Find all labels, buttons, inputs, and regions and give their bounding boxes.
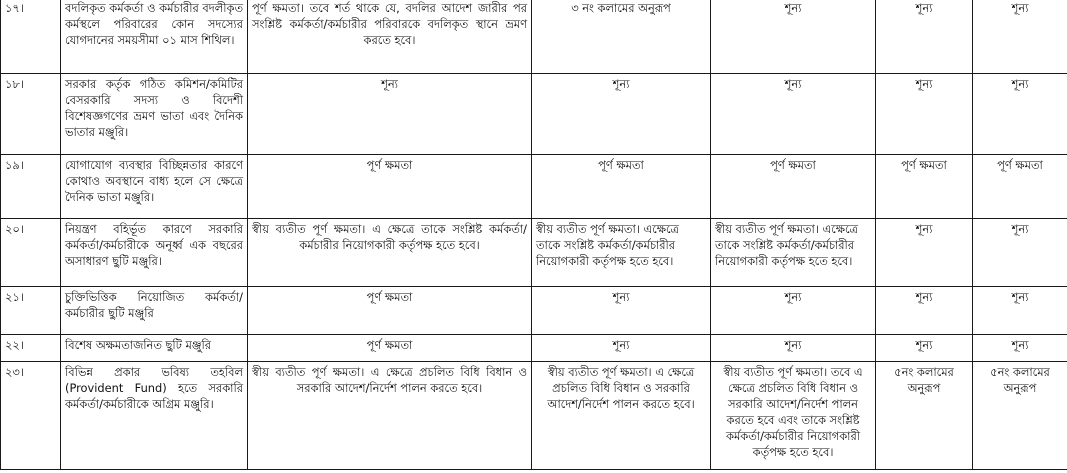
column-7-cell: শূন্য: [973, 74, 1067, 155]
item-description-cell: নিয়ন্ত্রণ বহির্ভূত কারণে সরকারি কর্মকর্তা/কর্মচারীকে অনূর্ধ্ব এক বছরের অসাধারণ ছুটি মঞ্জুরি।: [61, 219, 248, 287]
column-3-cell: পূর্ণ ক্ষমতা: [248, 335, 532, 362]
column-3-cell: শূন্য: [248, 74, 532, 155]
column-4-cell: ৩ নং কলামের অনুরূপ: [532, 0, 711, 74]
serial-number-cell: ১৯।: [1, 155, 61, 219]
serial-number-cell: ২২।: [1, 335, 61, 362]
column-5-cell: স্বীয় ব্যতীত পূর্ণ ক্ষমতা। তবে এ ক্ষেত্রে প্রচলিত বিধি বিধান ও সরকারি আদেশ/নির্দেশ পালন করতে হবে এবং তাকে সংশ্লিষ্ট কর্মকর্তা/কর্মচারীর নিয়োগকারী কর্তৃপক্ষ হতে হবে।: [711, 362, 876, 470]
item-description-cell: চুক্তিভিত্তিক নিয়োজিত কর্মকর্তা/কর্মচারীর ছুটি মঞ্জুরি: [61, 287, 248, 335]
column-4-cell: শূন্য: [532, 287, 711, 335]
serial-number-cell: ২৩।: [1, 362, 61, 470]
column-6-cell: শূন্য: [876, 219, 973, 287]
item-description-cell: সরকার কর্তৃক গঠিত কমিশন/কমিটির বেসরকারি সদস্য ও বিদেশী বিশেষজ্ঞগণের ভ্রমণ ভাতা এবং দৈনিক ভাতার মঞ্জুরি।: [61, 74, 248, 155]
column-5-cell: শূন্য: [711, 0, 876, 74]
serial-number-cell: ২১।: [1, 287, 61, 335]
column-5-cell: স্বীয় ব্যতীত পূর্ণ ক্ষমতা। এক্ষেত্রে তাকে সংশ্লিষ্ট কর্মকর্তা/কর্মচারীর নিয়োগকারী কর্তৃপক্ষ হতে হবে।: [711, 219, 876, 287]
column-4-cell: স্বীয় ব্যতীত পূর্ণ ক্ষমতা। এক্ষেত্রে তাকে সংশ্লিষ্ট কর্মকর্তা/কর্মচারীর নিয়োগকারী কর্তৃপক্ষ হতে হবে।: [532, 219, 711, 287]
table-row: [1, 0, 1067, 74]
item-description-cell: যোগাযোগ ব্যবস্থার বিচ্ছিন্নতার কারণে কোথাও অবস্থানে বাধ্য হলে সে ক্ষেত্রে দৈনিক ভাতা মঞ্জুরি।: [61, 155, 248, 219]
item-description-cell: বদলিকৃত কর্মকর্তা ও কর্মচারীর বদলীকৃত কর্মস্থলে পরিবারের কোন সদস্যের যোগদানের সময়সীমা ০১ মাস শিথিল।: [61, 0, 248, 74]
table-row: [1, 155, 1067, 219]
column-5-cell: শূন্য: [711, 74, 876, 155]
serial-number-cell: ২০।: [1, 219, 61, 287]
column-5-cell: পূর্ণ ক্ষমতা: [711, 155, 876, 219]
column-7-cell: শূন্য: [973, 287, 1067, 335]
column-6-cell: শূন্য: [876, 335, 973, 362]
column-7-cell: শূন্য: [973, 0, 1067, 74]
table-row: [1, 219, 1067, 287]
column-4-cell: শূন্য: [532, 74, 711, 155]
column-6-cell: ৫নং কলামের অনুরূপ: [876, 362, 973, 470]
column-7-cell: ৫নং কলামের অনুরূপ: [973, 362, 1067, 470]
column-7-cell: শূন্য: [973, 335, 1067, 362]
table-row: [1, 362, 1067, 470]
column-5-cell: শূন্য: [711, 287, 876, 335]
column-4-cell: শূন্য: [532, 335, 711, 362]
column-3-cell: পূর্ণ ক্ষমতা। তবে শর্ত থাকে যে, বদলির আদেশ জারীর পর সংশ্লিষ্ট কর্মকর্তা/কর্মচারীর পরিবারকে বদলিকৃত স্থানে ভ্রমণ করতে হবে।: [248, 0, 532, 74]
column-4-cell: পূর্ণ ক্ষমতা: [532, 155, 711, 219]
table-row: [1, 335, 1067, 362]
column-5-cell: শূন্য: [711, 335, 876, 362]
column-6-cell: শূন্য: [876, 74, 973, 155]
column-3-cell: স্বীয় ব্যতীত পূর্ণ ক্ষমতা। এ ক্ষেত্রে তাকে সংশ্লিষ্ট কর্মকর্তা/কর্মচারীর নিয়োগকারী কর্তৃপক্ষ হতে হবে।: [248, 219, 532, 287]
column-3-cell: পূর্ণ ক্ষমতা: [248, 155, 532, 219]
column-7-cell: শূন্য: [973, 219, 1067, 287]
serial-number-cell: ১৭।: [1, 0, 61, 74]
item-description-cell: বিশেষ অক্ষমতাজনিত ছুটি মঞ্জুরি: [61, 335, 248, 362]
column-6-cell: শূন্য: [876, 287, 973, 335]
column-6-cell: পূর্ণ ক্ষমতা: [876, 155, 973, 219]
column-3-cell: পূর্ণ ক্ষমতা: [248, 287, 532, 335]
item-description-cell: বিভিন্ন প্রকার ভবিষ্য তহবিল (Provident Fund) হতে সরকারি কর্মকর্তা/কর্মচারীকে অগ্রিম মঞ্জুরি।: [61, 362, 248, 470]
table-row: [1, 74, 1067, 155]
serial-number-cell: ১৮।: [1, 74, 61, 155]
column-7-cell: পূর্ণ ক্ষমতা: [973, 155, 1067, 219]
column-6-cell: শূন্য: [876, 0, 973, 74]
column-3-cell: স্বীয় ব্যতীত পূর্ণ ক্ষমতা। এ ক্ষেত্রে প্রচলিত বিধি বিধান ও সরকারি আদেশ/নির্দেশ পালন করতে হবে।: [248, 362, 532, 470]
column-4-cell: স্বীয় ব্যতীত পূর্ণ ক্ষমতা। এ ক্ষেত্রে প্রচলিত বিধি বিধান ও সরকারি আদেশ/নির্দেশ পালন করতে হবে।: [532, 362, 711, 470]
table-row: [1, 287, 1067, 335]
